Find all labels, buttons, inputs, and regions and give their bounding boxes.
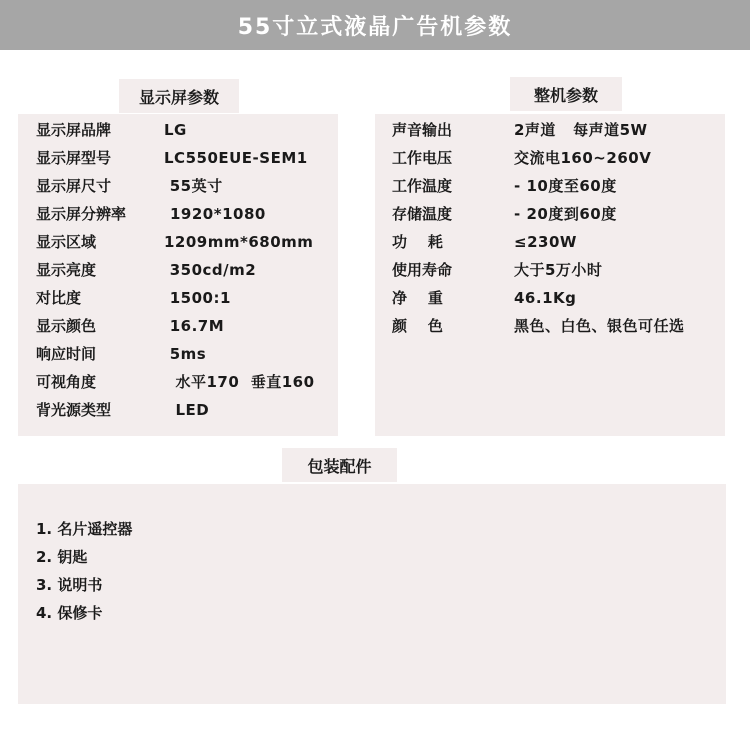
accessories-panel (18, 484, 726, 704)
spec-label: 颜 色 (392, 317, 443, 335)
spec-value: LC550EUE-SEM1 (164, 149, 308, 167)
spec-row (36, 144, 336, 172)
spec-value: 2声道 每声道5W (514, 121, 648, 139)
spec-row (392, 200, 722, 228)
spec-value: 大于5万小时 (514, 261, 603, 279)
spec-label: 工作温度 (392, 177, 453, 195)
spec-label: 声音输出 (392, 121, 453, 139)
spec-row (36, 312, 336, 340)
spec-label: 净 重 (392, 289, 443, 307)
spec-value: 1209mm*680mm (164, 233, 314, 251)
spec-row (36, 256, 336, 284)
spec-value: 55英寸 (164, 177, 223, 195)
page-title: 55寸立式液晶广告机参数 (237, 14, 513, 40)
spec-value: ≤230W (514, 233, 577, 251)
spec-value: 1500:1 (164, 289, 231, 307)
spec-label: 响应时间 (36, 345, 97, 363)
list-item: 1. 名片遥控器 (36, 520, 133, 538)
spec-value: 1920*1080 (170, 205, 266, 223)
machine-params-panel (375, 114, 725, 436)
list-item: 3. 说明书 (36, 576, 103, 594)
spec-row (392, 144, 722, 172)
spec-row (392, 312, 722, 340)
spec-label: 显示屏型号 (36, 149, 112, 167)
page-header (0, 0, 750, 50)
spec-label: 显示亮度 (36, 261, 97, 279)
spec-row (36, 396, 336, 424)
spec-value: - 20度到60度 (514, 205, 617, 223)
list-item: 4. 保修卡 (36, 604, 103, 622)
spec-row (36, 172, 336, 200)
list-item: 2. 钥匙 (36, 548, 88, 566)
spec-label: 存储温度 (392, 205, 453, 223)
display-params-title: 显示屏参数 (119, 79, 239, 113)
accessories-title: 包装配件 (282, 448, 397, 482)
spec-label: 显示屏分辨率 (36, 205, 127, 223)
spec-value: 350cd/m2 (164, 261, 257, 279)
spec-label: 显示颜色 (36, 317, 97, 335)
display-params-panel (18, 114, 338, 436)
spec-row (36, 116, 336, 144)
spec-label: 对比度 (36, 289, 82, 307)
spec-row (392, 116, 722, 144)
spec-label: 显示屏品牌 (36, 121, 112, 139)
spec-value: 46.1Kg (514, 289, 577, 307)
spec-label: 工作电压 (392, 149, 453, 167)
spec-label: 功 耗 (392, 233, 443, 251)
spec-value: - 10度至60度 (514, 177, 617, 195)
spec-row (392, 284, 722, 312)
spec-row (36, 284, 336, 312)
spec-label: 可视角度 (36, 373, 97, 391)
spec-label: 使用寿命 (392, 261, 453, 279)
spec-value: 5ms (164, 345, 207, 363)
machine-params-title: 整机参数 (510, 77, 622, 111)
spec-value: 黑色、白色、银色可任选 (514, 317, 685, 335)
spec-row (36, 368, 336, 396)
spec-row (36, 340, 336, 368)
spec-row (36, 200, 336, 228)
spec-value: LG (164, 121, 187, 139)
spec-value: 交流电160~260V (514, 149, 652, 167)
spec-label: 显示屏尺寸 (36, 177, 112, 195)
spec-value: 16.7M (164, 317, 225, 335)
spec-label: 背光源类型 (36, 401, 112, 419)
spec-row (392, 172, 722, 200)
spec-label: 显示区域 (36, 233, 97, 251)
spec-row (392, 228, 722, 256)
spec-row (392, 256, 722, 284)
spec-value: 水平170 垂直160 (164, 373, 315, 391)
spec-value: LED (164, 401, 210, 419)
spec-row (36, 228, 336, 256)
